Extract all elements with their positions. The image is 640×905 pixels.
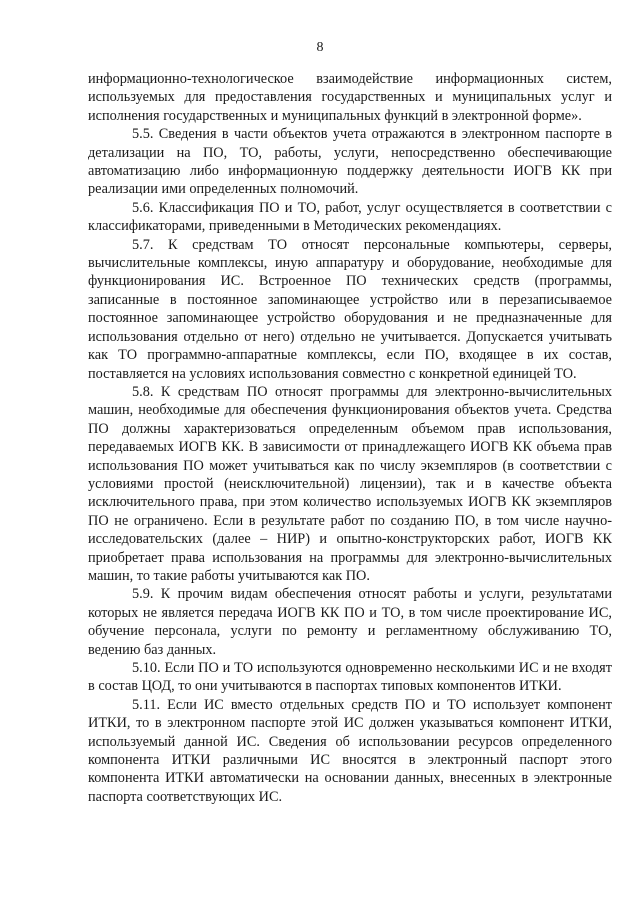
paragraph-5-7: 5.7. К средствам ТО относят персональные компьютеры, серверы, вычислительные комплексы, иную аппаратуру и оборудование, необходимые для функционирования ИС. Встроенное ПО технических средств (программы, записанные в постоянное запоминающее устройство или в перезаписываемое постоянное запоминающее устройство оборудования и не предназначенные для использования отдельно от него) отдельно не учитывается. Допускается учитывать как ТО программно-аппаратные комплексы, если ПО, входящее в их состав, поставляется на условиях использования совместно с конкретной единицей ТО. <box>88 236 612 382</box>
paragraph-5-6: 5.6. Классификация ПО и ТО, работ, услуг осуществляется в соответствии с классификаторами, приведенными в Методических рекомендациях. <box>88 199 612 235</box>
paragraph-5-5: 5.5. Сведения в части объектов учета отражаются в электронном паспорте в детализации на ПО, ТО, работы, услуги, непосредственно обеспечивающие автоматизацию либо информационную поддержку деятельности ИОГВ КК при реализации ими определенных полномочий. <box>88 126 612 198</box>
paragraph-5-10: 5.10. Если ПО и ТО используются одновременно несколькими ИС и не входят в состав ЦОД, то они учитываются в паспортах типовых компонентов ИТКИ. <box>88 660 612 695</box>
paragraph-continuation: информационно-технологическое взаимодействие информационных систем, используемых для предоставления государственных и муниципальных услуг и исполнения государственных и муниципальных функций в электронной форме». <box>88 71 612 124</box>
paragraph-5-11: 5.11. Если ИС вместо отдельных средств ПО и ТО использует компонент ИТКИ, то в электронном паспорте этой ИС должен указываться компонент ИТКИ, используемый данной ИС. Сведения об использовании ресурсов определенного компонента ИТКИ различными ИС вносятся в электронный паспорт этого компонента ИТКИ автоматически на основании данных, внесенных в электронные паспорта соответствующих ИС. <box>88 696 612 805</box>
paragraph-5-9: 5.9. К прочим видам обеспечения относят работы и услуги, результатами которых не является передача ИОГВ КК ПО и ТО, в том числе проектирование ИС, обучение персонала, услуги по ремонту и регламентному обслуживанию ТО, ведению баз данных. <box>88 586 612 658</box>
paragraph-5-8: 5.8. К средствам ПО относят программы для электронно-вычислительных машин, необходимые для обеспечения функционирования объектов учета. Средства ПО должны характеризоваться определенным объемом прав использования, передаваемых ИОГВ КК. В зависимости от принадлежащего ИОГВ КК объема прав использования ПО может учитываться как по числу экземпляров (в соответствии с условиями простой (неисключительной) лицензии), так и в качестве объекта исключительного права, при этом количество используемых ИОГВ КК экземпляров ПО не ограничено. Если в результате работ по созданию ПО, в том числе научно-исследовательских (далее – НИР) и опытно-конструкторских работ, ИОГВ КК приобретает права использования на программы для электронно-вычислительных машин, то такие работы учитываются как ПО. <box>88 383 612 584</box>
document-body <box>88 70 612 806</box>
page-number: 8 <box>316 40 324 55</box>
